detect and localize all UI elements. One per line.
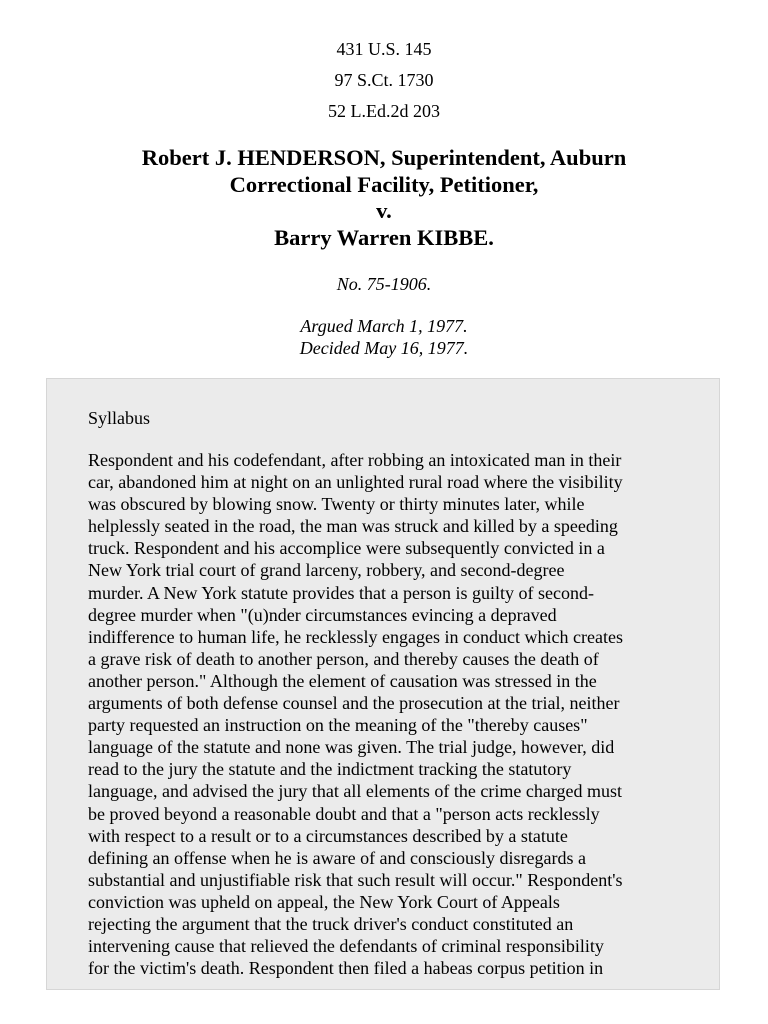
syllabus-line: indifference to human life, he recklessly engages in conduct which creates (88, 626, 623, 647)
syllabus-text (88, 449, 688, 979)
syllabus-line: language of the statute and none was given. The trial judge, however, did (88, 737, 615, 758)
caption-petitioner-line-2: Correctional Facility, Petitioner, (229, 171, 539, 197)
syllabus-line: substantial and unjustifiable risk that such result will occur." Respondent's (88, 869, 623, 890)
citation-supreme-court-reporter: 97 S.Ct. 1730 (334, 70, 434, 90)
syllabus-line: degree murder when "(u)nder circumstances evincing a depraved (88, 604, 557, 625)
argued-date: Argued March 1, 1977. (300, 316, 468, 336)
syllabus-line: helplessly seated in the road, the man was struck and killed by a speeding (88, 516, 618, 537)
syllabus-line: murder. A New York statute provides that a person is guilty of second- (88, 582, 594, 603)
syllabus-line: car, abandoned him at night on an unlighted rural road where the visibility (88, 472, 623, 493)
caption-versus: v. (376, 198, 392, 223)
syllabus-line: rejecting the argument that the truck driver's conduct constituted an (88, 913, 574, 934)
syllabus-line: arguments of both defense counsel and the prosecution at the trial, neither (88, 693, 620, 714)
citation-lawyers-edition: 52 L.Ed.2d 203 (328, 101, 440, 121)
syllabus-line: conviction was upheld on appeal, the New York Court of Appeals (88, 891, 560, 912)
caption-respondent: Barry Warren KIBBE. (274, 224, 494, 250)
syllabus-line: be proved beyond a reasonable doubt and that a "person acts recklessly (88, 803, 600, 824)
citation-us-reports: 431 U.S. 145 (336, 39, 432, 59)
syllabus-line: language, and advised the jury that all elements of the crime charged must (88, 781, 622, 802)
decided-date: Decided May 16, 1977. (299, 338, 469, 358)
reporter-citations (0, 34, 768, 127)
docket-number: No. 75-1906. (336, 274, 432, 294)
syllabus-line: defining an offense when he is aware of and consciously disregards a (88, 847, 587, 868)
syllabus-line: was obscured by blowing snow. Twenty or thirty minutes later, while (88, 494, 585, 515)
syllabus-line: intervening cause that relieved the defendants of criminal responsibility (88, 936, 604, 957)
case-dates (0, 315, 768, 359)
syllabus-line: for the victim's death. Respondent then filed a habeas corpus petition in (88, 958, 604, 979)
syllabus-line: truck. Respondent and his accomplice were subsequently convicted in a (88, 538, 605, 559)
caption-petitioner-line-1: Robert J. HENDERSON, Superintendent, Auburn (141, 145, 627, 170)
syllabus-line: party requested an instruction on the meaning of the "thereby causes" (88, 715, 588, 736)
syllabus-line: Respondent and his codefendant, after robbing an intoxicated man in their (88, 450, 622, 470)
syllabus-heading: Syllabus (88, 408, 151, 428)
syllabus-line: a grave risk of death to another person, and thereby causes the death of (88, 648, 599, 669)
syllabus-line: read to the jury the statute and the indictment tracking the statutory (88, 759, 572, 780)
syllabus-line: New York trial court of grand larceny, robbery, and second-degree (88, 560, 565, 581)
syllabus-panel (46, 378, 720, 990)
case-caption (60, 145, 708, 251)
syllabus-line: another person." Although the element of causation was stressed in the (88, 670, 597, 691)
syllabus-line: with respect to a result or to a circumstances described by a statute (88, 825, 568, 846)
